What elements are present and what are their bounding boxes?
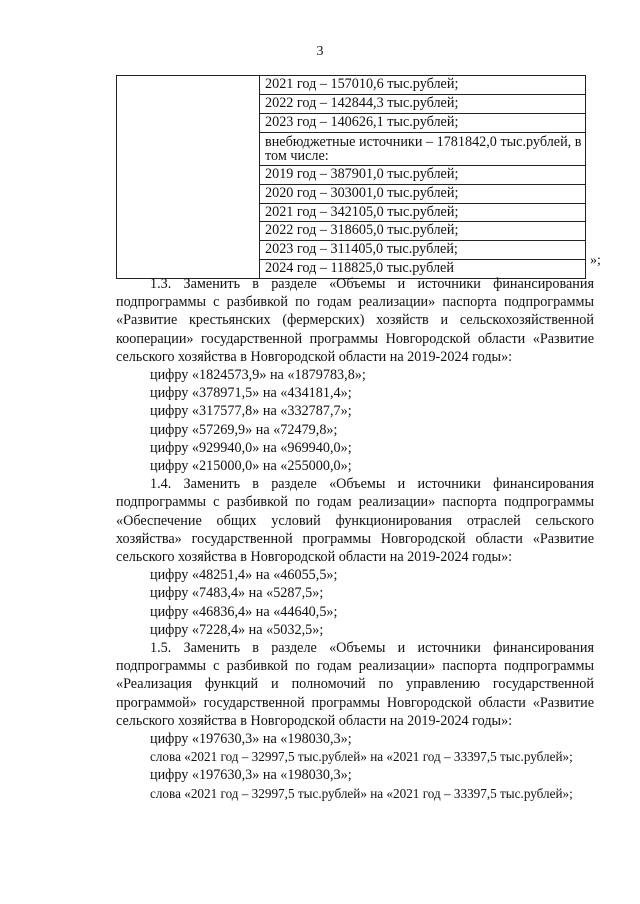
funding-table xyxy=(116,75,586,279)
replacement-item: цифру «1824573,9» на «1879783,8»; xyxy=(150,367,366,384)
table-line: 2023 год – 140626,1 тыс.рублей; xyxy=(260,114,585,133)
table-line: 2022 год – 142844,3 тыс.рублей; xyxy=(260,95,585,114)
table-line: 2024 год – 118825,0 тыс.рублей xyxy=(265,260,454,277)
document-body xyxy=(116,275,594,803)
table-line: 2019 год – 387901,0 тыс.рублей; xyxy=(260,166,585,185)
replacement-item: цифру «378971,5» на «434181,4»; xyxy=(150,385,352,402)
replacement-item: цифру «57269,9» на «72479,8»; xyxy=(150,421,338,438)
replacement-item: цифру «48251,4» на «46055,5»; xyxy=(150,567,338,584)
table-closing-quote: »; xyxy=(590,253,601,268)
table-line: 2021 год – 157010,6 тыс.рублей; xyxy=(260,76,585,95)
replacement-item: цифру «46836,4» на «44640,5»; xyxy=(150,603,338,620)
replacement-item: цифру «197630,3» на «198030,3»; xyxy=(150,767,352,784)
replacement-item: цифру «197630,3» на «198030,3»; xyxy=(150,731,352,748)
table-line: 2022 год – 318605,0 тыс.рублей; xyxy=(260,222,585,241)
table-line: 2020 год – 303001,0 тыс.рублей; xyxy=(260,185,585,204)
page-number: 3 xyxy=(316,44,324,59)
replacement-item: слова «2021 год – 32997,5 тыс.рублей» на «2021 год – 33397,5 тыс.рублей»; xyxy=(150,749,573,765)
replacement-item: цифру «7228,4» на «5032,5»; xyxy=(150,621,324,638)
table-right-cell xyxy=(260,76,586,279)
table-line: 2023 год – 311405,0 тыс.рублей; xyxy=(260,241,585,260)
section-paragraph: 1.4. Заменить в разделе «Объемы и источники финансирования подпрограммы с разбивкой по годам реализации» паспорта подпрограммы «Обеспечение общих условий функционирования отраслей сельского хозяйства» государственной программы Новгородской области «Развитие сельского хозяйства в Новгородской области на 2019-2024 годы»: xyxy=(116,476,594,566)
replacement-item: цифру «215000,0» на «255000,0»; xyxy=(150,458,352,475)
section-paragraph: 1.3. Заменить в разделе «Объемы и источники финансирования подпрограммы с разбивкой по годам реализации» паспорта подпрограммы «Развитие крестьянских (фермерских) хозяйств и сельскохозяйственной кооперации» государственной программы Новгородской области «Развитие сельского хозяйства в Новгородской области на 2019-2024 годы»: xyxy=(116,276,594,365)
replacement-item: цифру «317577,8» на «332787,7»; xyxy=(150,403,352,420)
replacement-item: цифру «7483,4» на «5287,5»; xyxy=(150,585,324,602)
replacement-item: цифру «929940,0» на «969940,0»; xyxy=(150,439,352,456)
section-paragraph: 1.5. Заменить в разделе «Объемы и источники финансирования подпрограммы с разбивкой по годам реализации» паспорта подпрограммы «Реализация функций и полномочий по управлению государственной программой» государственной программы Новгородской области «Развитие сельского хозяйства в Новгородской области на 2019-2024 годы»: xyxy=(116,640,594,729)
table-line: внебюджетные источники – 1781842,0 тыс.рублей, в том числе: xyxy=(260,133,585,166)
table-line: 2021 год – 342105,0 тыс.рублей; xyxy=(260,204,585,223)
table-left-cell xyxy=(117,76,260,279)
replacement-item: слова «2021 год – 32997,5 тыс.рублей» на «2021 год – 33397,5 тыс.рублей»; xyxy=(150,785,573,801)
